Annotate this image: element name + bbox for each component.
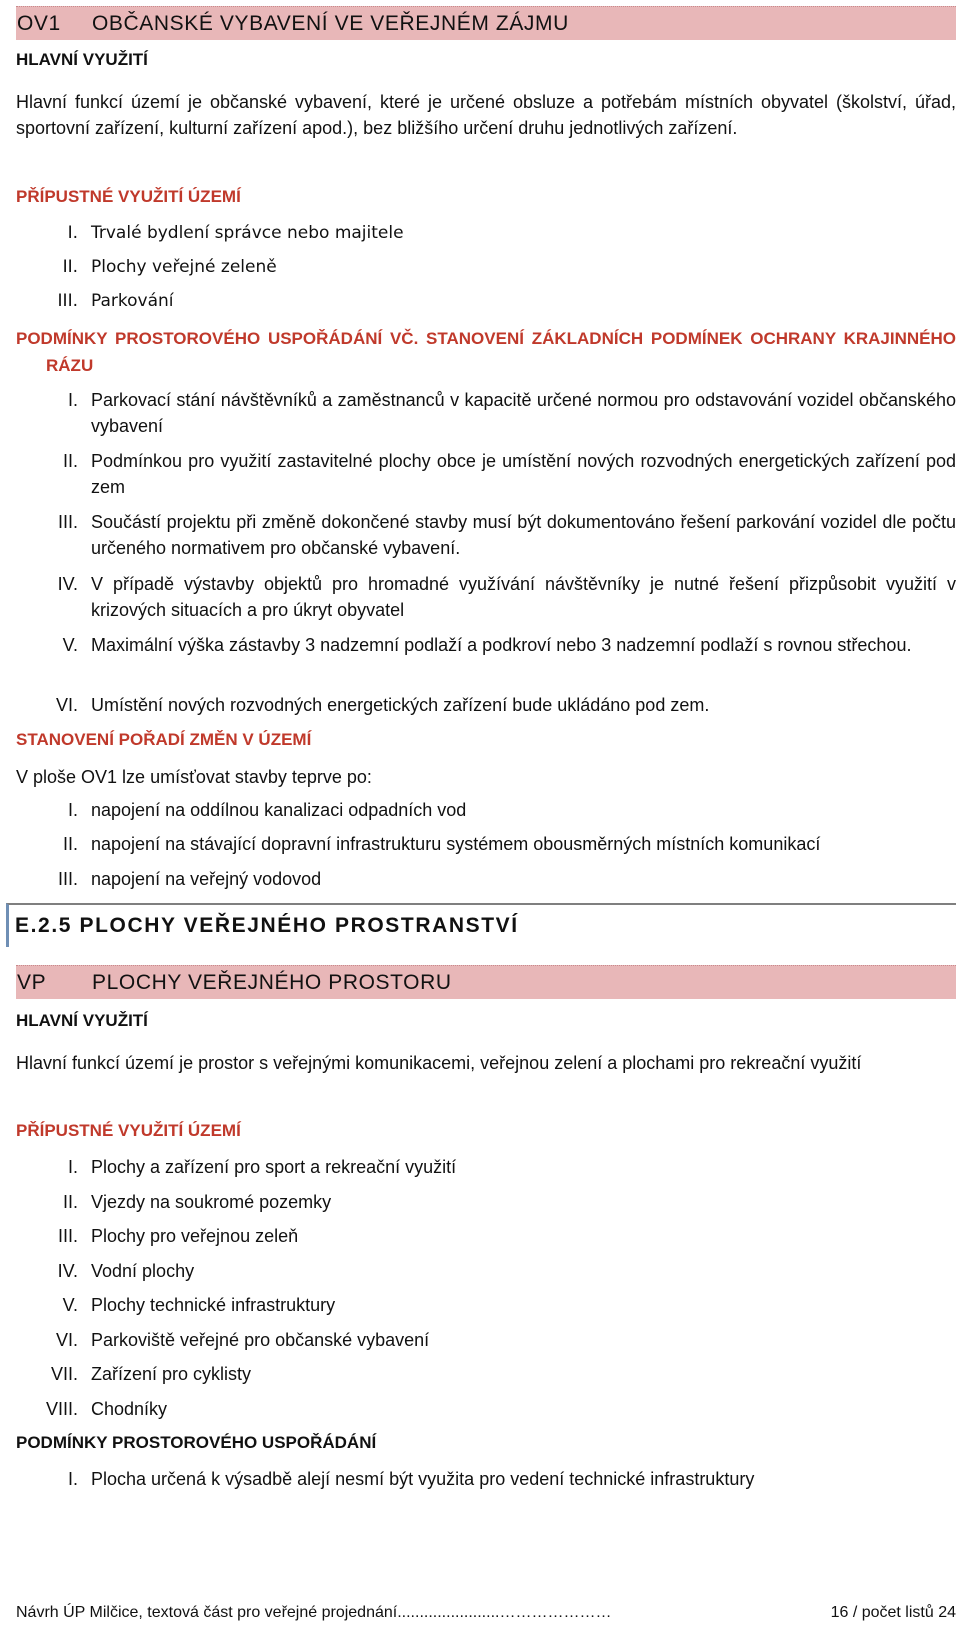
ov1-title-band [16,6,956,40]
list-number: VII. [50,1364,78,1384]
list-item [16,387,956,439]
vp-code: VP [17,970,47,994]
ov1-order-intro: V ploše OV1 lze umísťovat stavby teprve po: [16,767,372,787]
list-number: V. [62,635,78,655]
list-item [16,1327,956,1353]
list-text: Součástí projektu při změně dokončené stavby musí být dokumentováno řešení parkování vozidel dle počtu určeného normativem pro občanské vybavení. [91,512,956,558]
vp-title: PLOCHY VEŘEJNÉHO PROSTORU [92,970,452,994]
list-text: Plochy pro veřejnou zeleň [91,1226,299,1246]
list-text: napojení na veřejný vodovod [91,869,322,889]
page-footer [16,1604,956,1622]
list-number: II. [62,834,78,854]
list-item [16,1189,956,1215]
list-text: Zařízení pro cyklisty [91,1364,252,1384]
list-item [16,1396,956,1422]
list-item [16,220,956,246]
vp-conditions-heading: PODMÍNKY PROSTOROVÉHO USPOŘÁDÁNÍ [16,1433,377,1452]
list-text: Plocha určená k výsadbě alejí nesmí být využita pro vedení technické infrastruktury [91,1469,755,1489]
list-number: VI. [55,1330,78,1350]
list-number: I. [67,800,78,820]
vp-main-use-text: Hlavní funkcí území je prostor s veřejnými komunikacemi, veřejnou zelení a plochami pro rekreační využití [16,1053,862,1073]
ov1-title: OBČANSKÉ VYBAVENÍ VE VEŘEJNÉM ZÁJMU [92,11,569,35]
list-item [16,632,956,658]
list-text: V případě výstavby objektů pro hromadné využívání návštěvníky je nutné řešení přizpůsobit využití v krizových situacích a pro úkryt obyvatel [91,574,956,620]
list-number: III. [57,512,78,532]
footer-page-number: 16 / počet listů 24 [830,1604,956,1621]
list-item [16,1361,956,1387]
list-text: Plochy veřejné zeleně [91,257,277,277]
list-item [16,692,956,718]
list-number: I. [67,223,78,243]
list-item [16,831,956,857]
list-item [16,254,956,280]
list-item [16,571,956,623]
list-text: Trvalé bydlení správce nebo majitele [91,223,404,243]
ov1-main-use-text: Hlavní funkcí území je občanské vybavení, které je určené obsluze a potřebám místních obyvatel (školství, úřad, sportovní zařízení, kulturní zařízení apod.), bez bližšího určení druhu jednotlivých zařízení. [16,92,956,138]
list-item [16,866,956,892]
vp-permitted-heading: PŘÍPUSTNÉ VYUŽITÍ ÚZEMÍ [16,1121,241,1140]
footer-document-title: Návrh ÚP Milčice, textová část pro veřejné projednání.......................………………… [16,1604,612,1621]
ov1-permitted-heading: PŘÍPUSTNÉ VYUŽITÍ ÚZEMÍ [16,187,241,206]
list-number: II. [62,1192,78,1212]
ov1-order-heading: STANOVENÍ POŘADÍ ZMĚN V ÚZEMÍ [16,730,312,749]
ov1-code: OV1 [17,11,61,35]
list-number: III. [57,869,78,889]
list-text: Vodní plochy [91,1261,195,1281]
list-item [16,509,956,561]
list-number: VIII. [45,1399,78,1419]
list-number: I. [67,1469,78,1489]
section-heading [6,903,956,947]
list-text: Chodníky [91,1399,168,1419]
list-item [16,1154,956,1180]
list-item [16,797,956,823]
list-item [16,1466,956,1492]
list-number: II. [62,257,78,277]
list-text: napojení na stávající dopravní infrastrukturu systémem obousměrných místních komunikací [91,834,821,854]
list-number: I. [67,390,78,410]
list-item [16,1223,956,1249]
list-text: Umístění nových rozvodných energetických zařízení bude ukládáno pod zem. [91,695,710,715]
list-item [16,1258,956,1284]
ov1-conditions-heading: PODMÍNKY PROSTOROVÉHO USPOŘÁDÁNÍ VČ. STANOVENÍ ZÁKLADNÍCH PODMÍNEK OCHRANY KRAJINNÉHO RÁZU [16,329,956,375]
list-item [16,288,956,314]
list-number: III. [57,1226,78,1246]
list-number: IV. [57,1261,78,1281]
vp-main-use-heading: HLAVNÍ VYUŽITÍ [16,1011,148,1030]
list-text: Parkoviště veřejné pro občanské vybavení [91,1330,430,1350]
list-number: V. [62,1295,78,1315]
vp-title-band [16,965,956,999]
section-title: E.2.5 PLOCHY VEŘEJNÉHO PROSTRANSTVÍ [15,914,519,937]
list-number: I. [67,1157,78,1177]
ov1-main-use-heading: HLAVNÍ VYUŽITÍ [16,50,148,69]
list-item [16,1292,956,1318]
list-text: Parkování [91,291,174,311]
list-item [16,448,956,500]
list-text: Plochy technické infrastruktury [91,1295,336,1315]
list-text: Maximální výška zástavby 3 nadzemní podlaží a podkroví nebo 3 nadzemní podlaží s rovnou střechou. [91,635,912,655]
list-text: Plochy a zařízení pro sport a rekreační využití [91,1157,457,1177]
list-number: IV. [57,574,78,594]
list-text: napojení na oddílnou kanalizaci odpadních vod [91,800,467,820]
list-text: Podmínkou pro využití zastavitelné plochy obce je umístění nových rozvodných energetických zařízení pod zem [91,451,956,497]
list-number: VI. [55,695,78,715]
list-text: Vjezdy na soukromé pozemky [91,1192,332,1212]
list-number: II. [62,451,78,471]
list-number: III. [57,291,78,311]
list-text: Parkovací stání návštěvníků a zaměstnanců v kapacitě určené normou pro odstavování vozidel občanského vybavení [91,390,956,436]
